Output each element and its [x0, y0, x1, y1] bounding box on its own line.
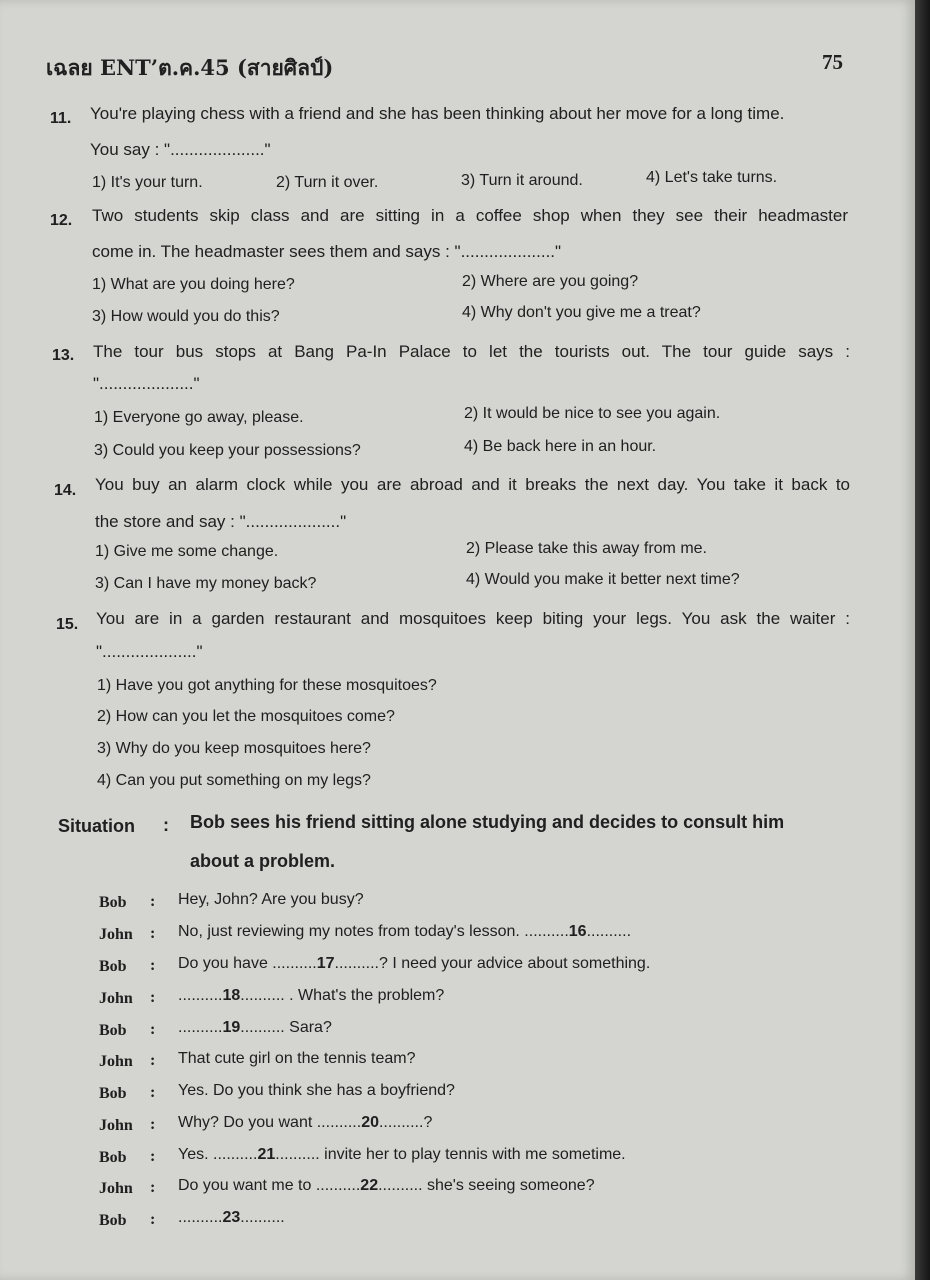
option: 4) Let's take turns.	[646, 169, 778, 186]
option: 2) It would be nice to see you again.	[464, 405, 721, 422]
dialogue-colon: :	[150, 893, 156, 910]
dialogue-text: ..........? I need your advice about something.	[334, 955, 651, 972]
dialogue-speaker: Bob	[99, 1085, 127, 1102]
blank-number: 17	[316, 955, 335, 972]
question-text: You say : "...................."	[90, 140, 271, 159]
situation-text: Bob sees his friend sitting alone studying and decides to consult him	[190, 812, 785, 832]
dialogue-line	[178, 1050, 415, 1068]
situation-text: about a problem.	[190, 851, 336, 871]
blank-number: 16	[568, 923, 587, 940]
question-number: 13.	[52, 347, 75, 364]
question-text: You are in a garden restaurant and mosquitoes keep biting your legs. You ask the waiter :	[96, 609, 850, 628]
option: 2) Turn it over.	[276, 174, 379, 191]
dialogue-text: ..........	[240, 1209, 285, 1226]
dialogue-speaker: John	[99, 990, 133, 1007]
option: 1) Give me some change.	[95, 543, 279, 560]
dialogue-line	[178, 955, 650, 973]
blank-number: 21	[257, 1146, 276, 1163]
dialogue-text: No, just reviewing my notes from today's lesson. ..........	[178, 923, 569, 940]
dialogue-text: Why? Do you want ..........	[178, 1114, 362, 1131]
dialogue-text: That cute girl on the tennis team?	[178, 1050, 416, 1067]
question-text: You buy an alarm clock while you are abroad and it breaks the next day. You take it back to	[95, 475, 850, 494]
dialogue-text: ..........	[178, 1209, 223, 1226]
dialogue-colon: :	[150, 1148, 156, 1165]
question-text: You're playing chess with a friend and she has been thinking about her move for a long time.	[90, 104, 785, 123]
dialogue-line	[178, 1177, 595, 1195]
dialogue-text: .......... Sara?	[240, 1019, 332, 1036]
option: 3) Could you keep your possessions?	[94, 442, 361, 459]
blank-number: 19	[222, 1019, 241, 1036]
option: 4) Can you put something on my legs?	[97, 772, 371, 789]
dialogue-colon: :	[150, 1052, 156, 1069]
dialogue-colon: :	[150, 1084, 156, 1101]
situation-colon: :	[163, 815, 169, 835]
dialogue-text: Yes. ..........	[178, 1146, 258, 1163]
dialogue-colon: :	[150, 1116, 156, 1133]
option: 4) Would you make it better next time?	[466, 571, 740, 588]
dialogue-text: Do you have ..........	[178, 955, 317, 972]
question-text: "...................."	[96, 642, 203, 661]
dialogue-speaker: John	[99, 926, 133, 943]
book-edge	[915, 0, 930, 1280]
dialogue-speaker: John	[99, 1117, 133, 1134]
option: 1) It's your turn.	[92, 174, 203, 191]
question-text: "...................."	[93, 374, 200, 393]
question-number: 11.	[50, 110, 72, 127]
dialogue-line	[178, 1019, 332, 1037]
blank-number: 22	[360, 1177, 379, 1194]
dialogue-text: Hey, John? Are you busy?	[178, 891, 364, 908]
option: 4) Why don't you give me a treat?	[462, 304, 701, 321]
option: 1) What are you doing here?	[92, 276, 295, 293]
option: 1) Everyone go away, please.	[94, 409, 304, 426]
question-text: the store and say : "...................."	[95, 512, 347, 531]
dialogue-line	[178, 1209, 285, 1227]
dialogue-line	[178, 1082, 455, 1100]
page-number: 75	[822, 50, 843, 74]
dialogue-colon: :	[150, 925, 156, 942]
dialogue-colon: :	[150, 989, 156, 1006]
dialogue-line	[178, 891, 364, 909]
dialogue-speaker: Bob	[99, 894, 127, 911]
dialogue-speaker: Bob	[99, 958, 127, 975]
question-number: 12.	[50, 212, 73, 229]
blank-number: 20	[361, 1114, 379, 1131]
header-title: เฉลย ENT’ต.ค.45 (สายศิลป์)	[46, 55, 334, 80]
option: 1) Have you got anything for these mosquitoes?	[97, 677, 437, 694]
option: 2) Where are you going?	[462, 273, 639, 290]
blank-number: 18	[222, 987, 241, 1004]
dialogue-text: Do you want me to ..........	[178, 1177, 361, 1194]
dialogue-speaker: John	[99, 1180, 133, 1197]
option: 3) Turn it around.	[461, 172, 583, 189]
dialogue-colon: :	[150, 1211, 156, 1228]
dialogue-line	[178, 1114, 432, 1132]
dialogue-speaker: Bob	[99, 1022, 127, 1039]
situation-label: Situation	[58, 816, 135, 836]
dialogue-line	[178, 987, 444, 1005]
dialogue-text: Yes. Do you think she has a boyfriend?	[178, 1082, 455, 1099]
question-number: 14.	[54, 482, 77, 499]
dialogue-speaker: Bob	[99, 1212, 127, 1229]
question-text: The tour bus stops at Bang Pa-In Palace to let the tourists out. The tour guide says :	[93, 342, 850, 361]
blank-number: 23	[222, 1209, 241, 1226]
dialogue-text: ..........	[586, 923, 632, 940]
option: 3) Can I have my money back?	[95, 575, 317, 592]
dialogue-colon: :	[150, 1021, 156, 1038]
dialogue-text: ..........?	[378, 1114, 433, 1131]
dialogue-line	[178, 1146, 626, 1164]
dialogue-line	[178, 923, 631, 941]
question-text: come in. The headmaster sees them and says : "...................."	[92, 242, 562, 261]
option: 4) Be back here in an hour.	[464, 438, 657, 455]
dialogue-colon: :	[150, 1179, 156, 1196]
option: 2) How can you let the mosquitoes come?	[97, 708, 395, 725]
dialogue-colon: :	[150, 957, 156, 974]
dialogue-text: .......... invite her to play tennis with me sometime.	[275, 1146, 626, 1163]
dialogue-text: ..........	[178, 1019, 223, 1036]
dialogue-text: ..........	[178, 987, 223, 1004]
question-number: 15.	[56, 616, 79, 633]
dialogue-speaker: Bob	[99, 1149, 127, 1166]
dialogue-text: .......... . What's the problem?	[240, 987, 445, 1004]
dialogue-text: .......... she's seeing someone?	[378, 1177, 595, 1194]
dialogue-speaker: John	[99, 1053, 133, 1070]
option: 3) Why do you keep mosquitoes here?	[97, 740, 371, 757]
option: 3) How would you do this?	[92, 308, 280, 325]
question-text: Two students skip class and are sitting in a coffee shop when they see their headmaster	[92, 206, 848, 225]
option: 2) Please take this away from me.	[466, 540, 707, 557]
